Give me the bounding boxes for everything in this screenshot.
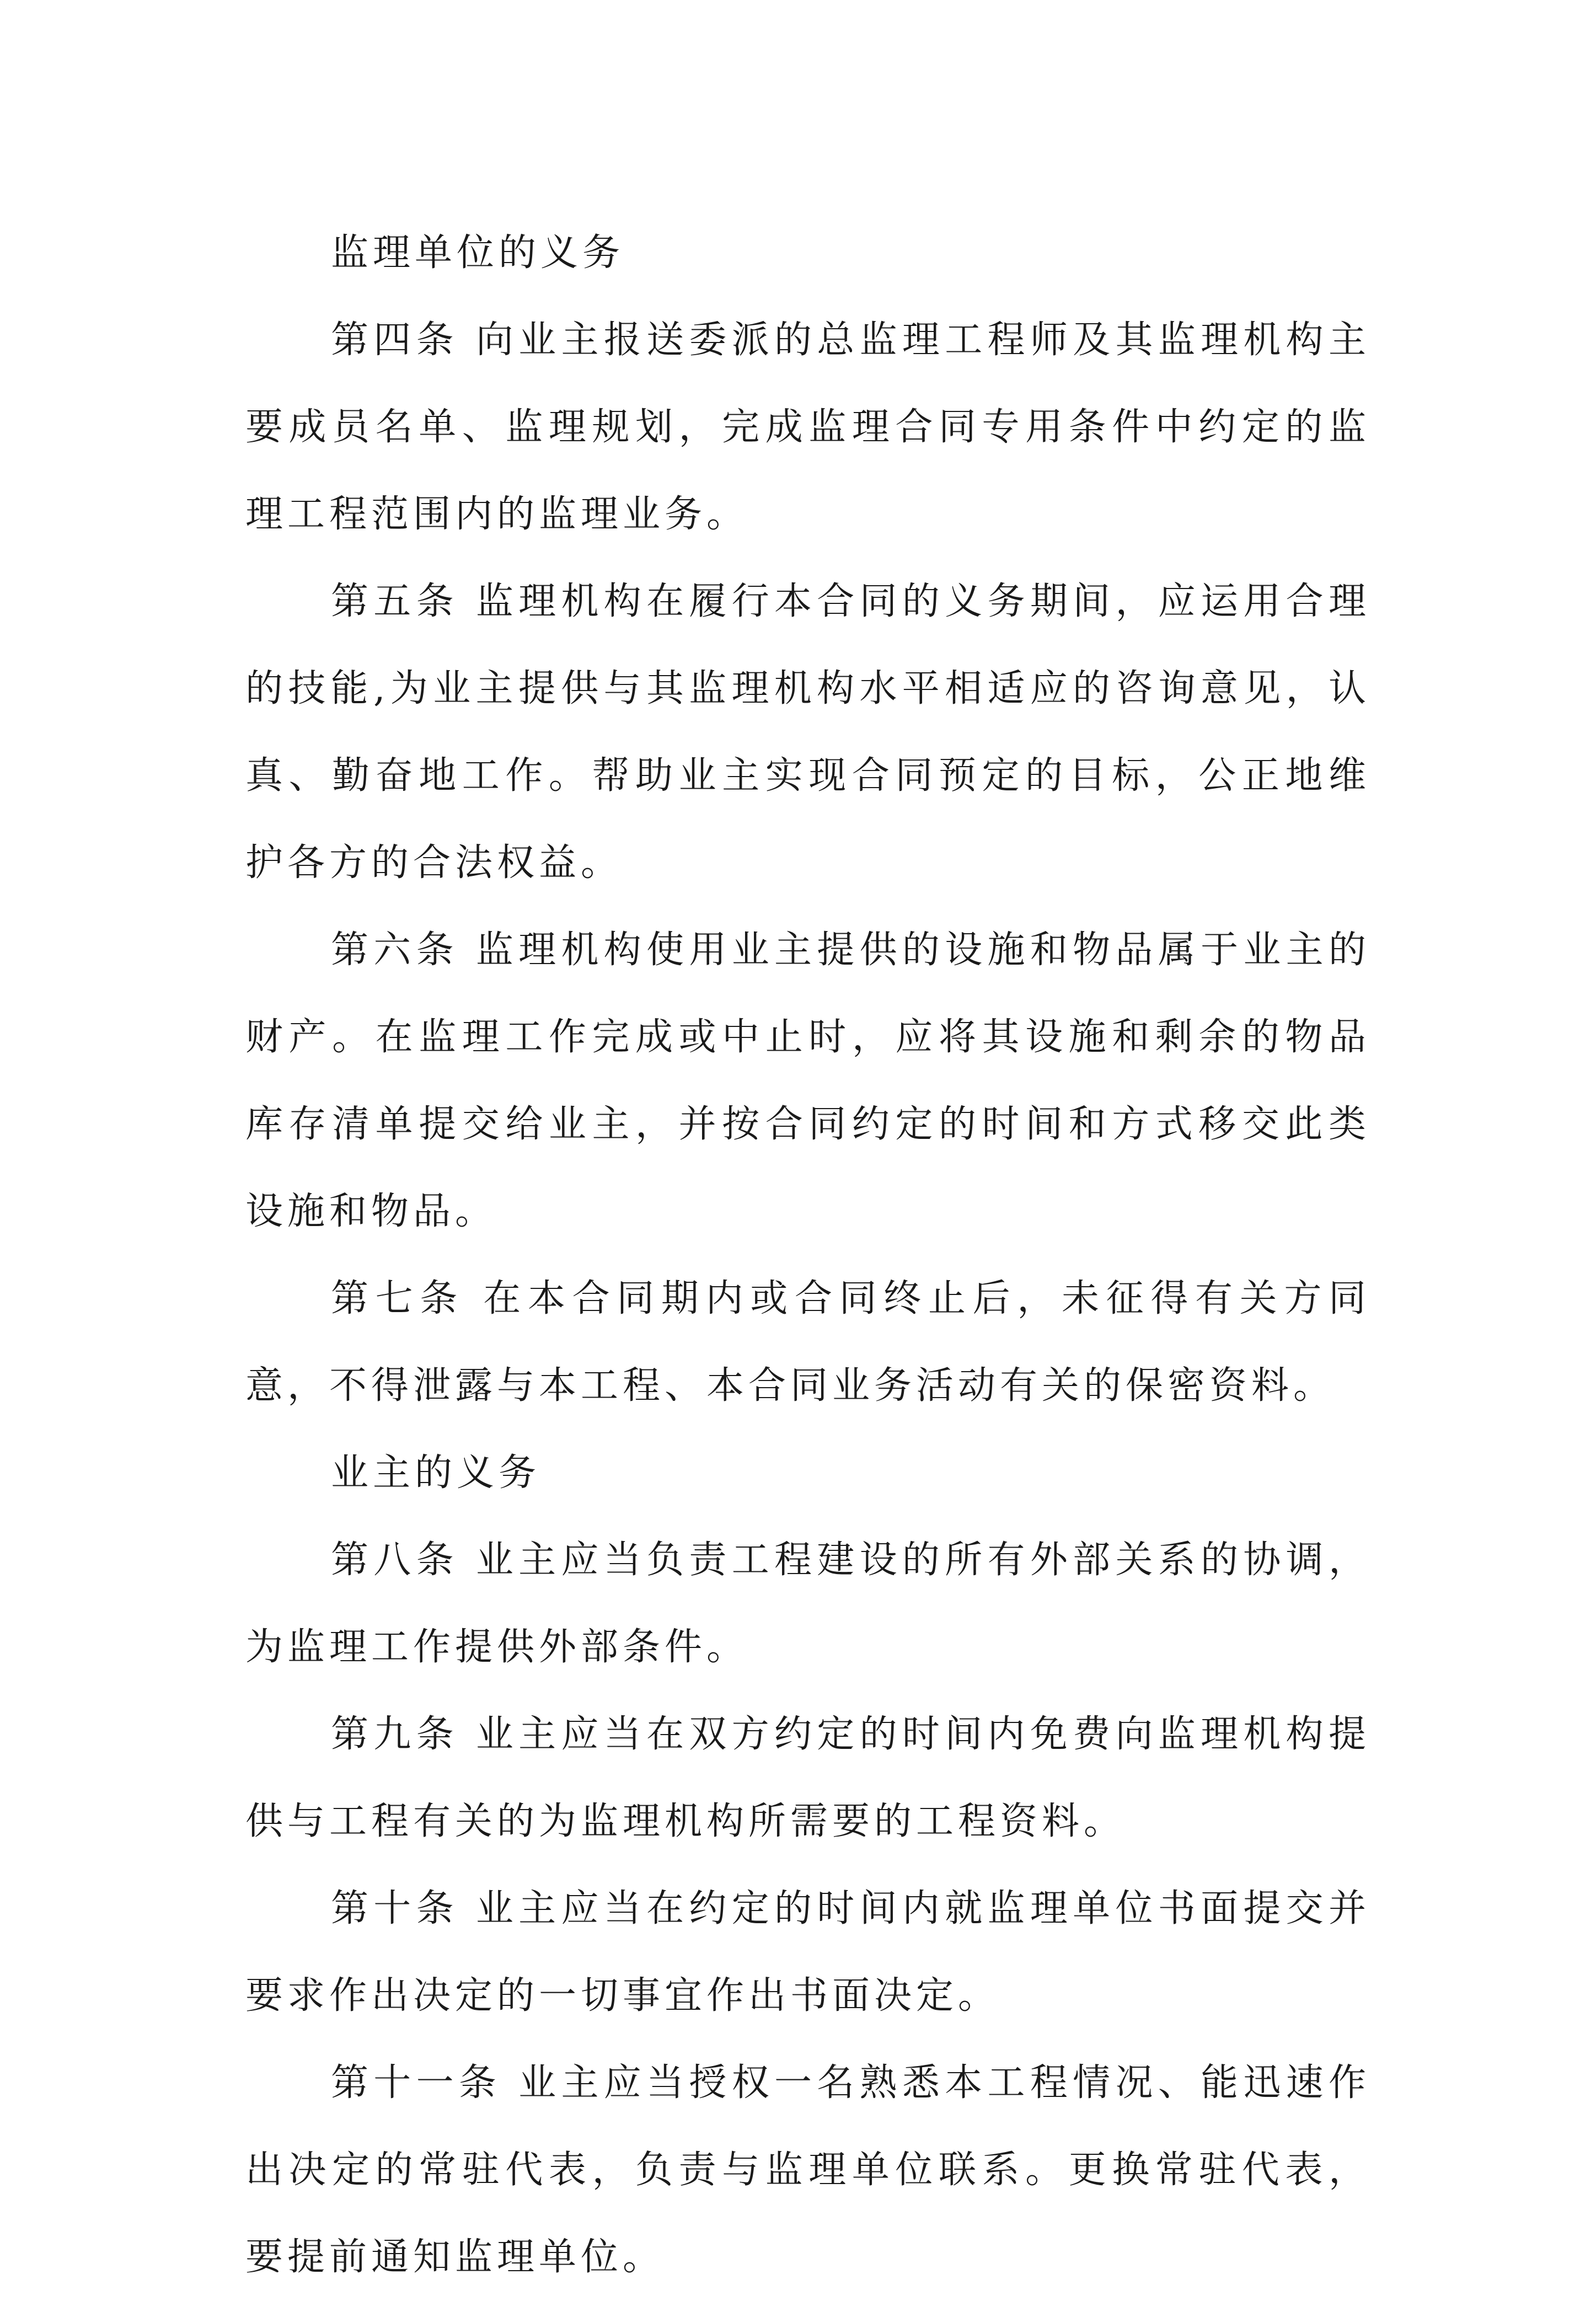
article-6: 第六条 监理机构使用业主提供的设施和物品属于业主的财产。在监理工作完成或中止时，应将其设施和剩余的物品库存清单提交给业主，并按合同约定的时间和方式移交此类设施和物品。	[245, 928, 1370, 1233]
article-9: 第九条 业主应当在双方约定的时间内免费向监理机构提供与工程有关的为监理机构所需要的工程资料。	[245, 1713, 1370, 1843]
article-10: 第十条 业主应当在约定的时间内就监理单位书面提交并要求作出决定的一切事宜作出书面决定。	[245, 1887, 1370, 2018]
section-heading-supervisor-obligations: 监理单位的义务	[331, 231, 625, 275]
article-7: 第七条 在本合同期内或合同终止后，未征得有关方同意，不得泄露与本工程、本合同业务活动有关的保密资料。	[245, 1277, 1370, 1408]
section-heading-owner-obligations: 业主的义务	[331, 1451, 541, 1495]
article-4: 第四条 向业主报送委派的总监理工程师及其监理机构主要成员名单、监理规划，完成监理合同专用条件中约定的监理工程范围内的监理业务。	[245, 318, 1370, 536]
article-11: 第十一条 业主应当授权一名熟悉本工程情况、能迅速作出决定的常驻代表，负责与监理单位联系。更换常驻代表，要提前通知监理单位。	[245, 2061, 1370, 2279]
document-body	[245, 210, 1370, 2301]
article-8: 第八条 业主应当负责工程建设的所有外部关系的协调，为监理工作提供外部条件。	[245, 1538, 1370, 1669]
article-5: 第五条 监理机构在履行本合同的义务期间，应运用合理的技能,为业主提供与其监理机构水平相适应的咨询意见，认真、勤奋地工作。帮助业主实现合同预定的目标，公正地维护各方的合法权益。	[245, 580, 1370, 885]
